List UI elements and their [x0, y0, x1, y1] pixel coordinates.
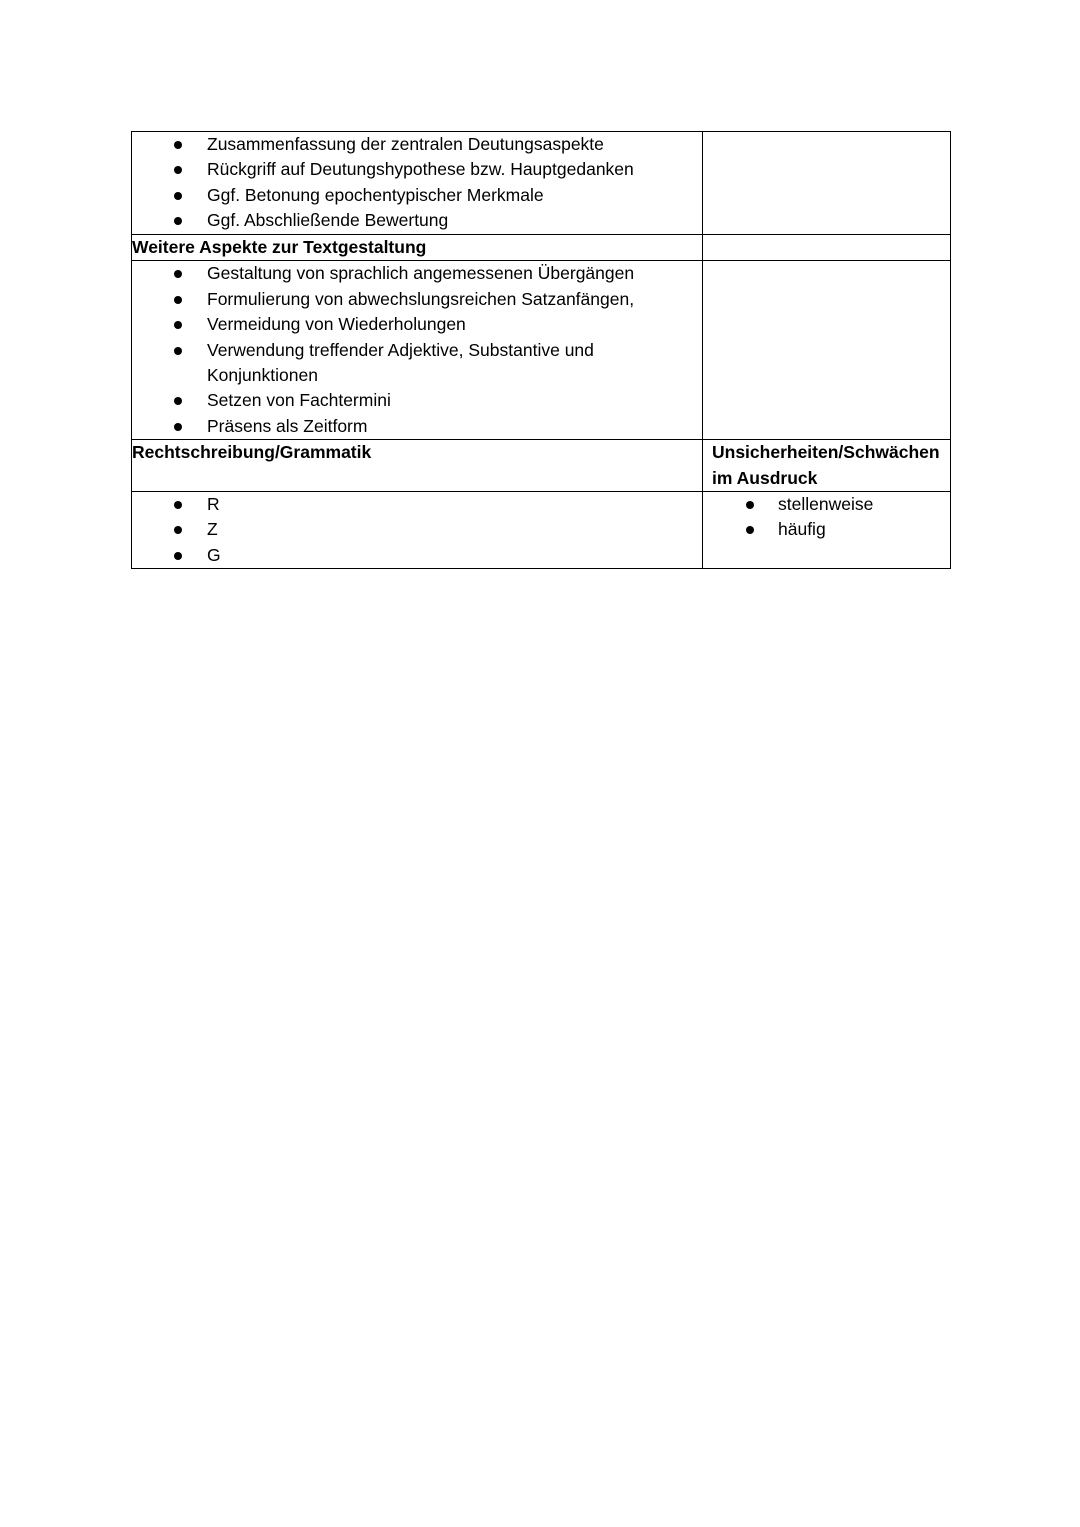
- bullet-icon: [174, 423, 182, 431]
- bullet-icon: [174, 141, 182, 149]
- list-item: [703, 517, 950, 542]
- list-item-text: Verwendung treffender Adjektive, Substantive und Konjunktionen: [207, 339, 594, 386]
- list-item-text: R: [207, 494, 220, 515]
- list-item: [132, 543, 702, 568]
- list-item: [132, 492, 702, 517]
- list-item-text: Ggf. Abschließende Bewertung: [207, 210, 449, 231]
- section-heading-textgestaltung: Weitere Aspekte zur Textgestaltung: [132, 235, 703, 261]
- notes-cell-schluss: [703, 132, 951, 235]
- assessment-table: [131, 131, 951, 569]
- notes-cell-ausdruck: [703, 492, 951, 569]
- bullet-icon: [746, 501, 754, 509]
- bullet-icon: [174, 501, 182, 509]
- list-item: [132, 157, 702, 182]
- bullet-list-textgestaltung: [132, 261, 702, 439]
- list-item-text: Gestaltung von sprachlich angemessenen Übergängen: [207, 263, 635, 284]
- list-item-text: Zusammenfassung der zentralen Deutungsaspekte: [207, 134, 604, 154]
- table-row-rechtschreibung-heading: [132, 440, 951, 492]
- bullet-icon: [174, 166, 182, 174]
- bullet-icon: [174, 296, 182, 304]
- list-item: [132, 338, 702, 389]
- list-item-text: Z: [207, 519, 218, 540]
- list-item-text: Vermeidung von Wiederholungen: [207, 314, 466, 335]
- table-row-textgestaltung-heading: [132, 235, 951, 261]
- list-item: [132, 388, 702, 413]
- table-row-rechtschreibung: [132, 492, 951, 569]
- list-item: [132, 208, 702, 233]
- list-item-text: stellenweise: [778, 494, 874, 515]
- list-item-text: Setzen von Fachtermini: [207, 390, 391, 411]
- list-item-text: Präsens als Zeitform: [207, 415, 368, 436]
- list-item: [132, 132, 702, 157]
- section-heading-ausdruck: Unsicherheiten/Schwächen im Ausdruck: [703, 440, 951, 492]
- bullet-icon: [174, 217, 182, 225]
- notes-cell-textgestaltung-heading: [703, 235, 951, 261]
- list-item-text: Rückgriff auf Deutungshypothese bzw. Hauptgedanken: [207, 159, 634, 180]
- bullet-icon: [174, 192, 182, 200]
- list-item: [703, 492, 950, 517]
- table-row-textgestaltung: [132, 261, 951, 440]
- list-item-text: Formulierung von abwechslungsreichen Satzanfängen,: [207, 288, 635, 309]
- list-item: [132, 287, 702, 312]
- notes-cell-textgestaltung: [703, 261, 951, 440]
- bullet-icon: [174, 552, 182, 560]
- table-row-schluss: [132, 132, 951, 235]
- list-item-text: G: [207, 544, 221, 565]
- bullet-list-ausdruck: [703, 492, 950, 543]
- bullet-icon: [174, 270, 182, 278]
- bullet-icon: [174, 321, 182, 329]
- bullet-icon: [174, 526, 182, 534]
- list-item: [132, 414, 702, 439]
- bullet-icon: [746, 526, 754, 534]
- list-item: [132, 183, 702, 208]
- criteria-cell-textgestaltung: [132, 261, 703, 440]
- bullet-list-schluss: [132, 132, 702, 234]
- bullet-list-rechtschreibung: [132, 492, 702, 568]
- list-item-text: Ggf. Betonung epochentypischer Merkmale: [207, 184, 544, 205]
- section-heading-rechtschreibung: Rechtschreibung/Grammatik: [132, 440, 703, 492]
- list-item: [132, 517, 702, 542]
- list-item: [132, 312, 702, 337]
- bullet-icon: [174, 347, 182, 355]
- list-item-text: häufig: [778, 519, 826, 540]
- bullet-icon: [174, 397, 182, 405]
- list-item: [132, 261, 702, 286]
- criteria-cell-schluss: [132, 132, 703, 235]
- criteria-cell-rechtschreibung: [132, 492, 703, 569]
